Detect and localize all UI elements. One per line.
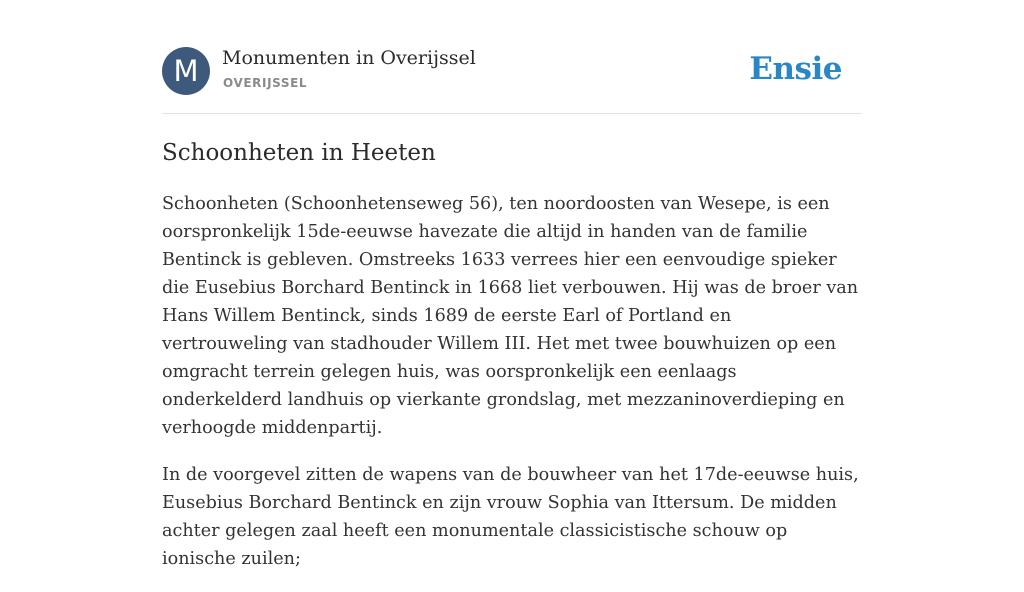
article-paragraph: Schoonheten (Schoonhetenseweg 56), ten noordoosten van Wesepe, is een oorspronkelijk 15de-eeuwse havezate die altijd in handen van de familie Bentinck is gebleven. Omstreeks 1633 verrees hier een eenvoudige spieker die Eusebius Borchard Bentinck in 1668 liet verbouwen. Hij was de broer van Hans Willem Bentinck, sinds 1689 de eerste Earl of Portland en vertrouweling van stadhouder Willem III. Het met twee bouwhuizen op een omgracht terrein gelegen huis, was oorspronkelijk een eenlaags onderkelderd landhuis op vierkante grondslag, met mezzaninoverdieping en verhoogde middenpartij. (162, 194, 859, 438)
page (162, 0, 862, 569)
collection-header (162, 0, 862, 114)
collection-subtitle[interactable]: OVERIJSSEL (223, 76, 308, 90)
collection-title[interactable]: Monumenten in Overijssel (222, 47, 476, 69)
article-body (162, 190, 862, 592)
avatar[interactable]: M (162, 47, 210, 95)
article-title: Schoonheten in Heeten (162, 140, 436, 166)
article-paragraph: In de voorgevel zitten de wapens van de bouwheer van het 17de-eeuwse huis, Eusebius Borchard Bentinck en zijn vrouw Sophia van Ittersum. De midden achter gelegen zaal heeft een monumentale classicistische schouw op ionische zuilen; (162, 465, 859, 569)
brand-logo[interactable]: Ensie (749, 51, 842, 87)
